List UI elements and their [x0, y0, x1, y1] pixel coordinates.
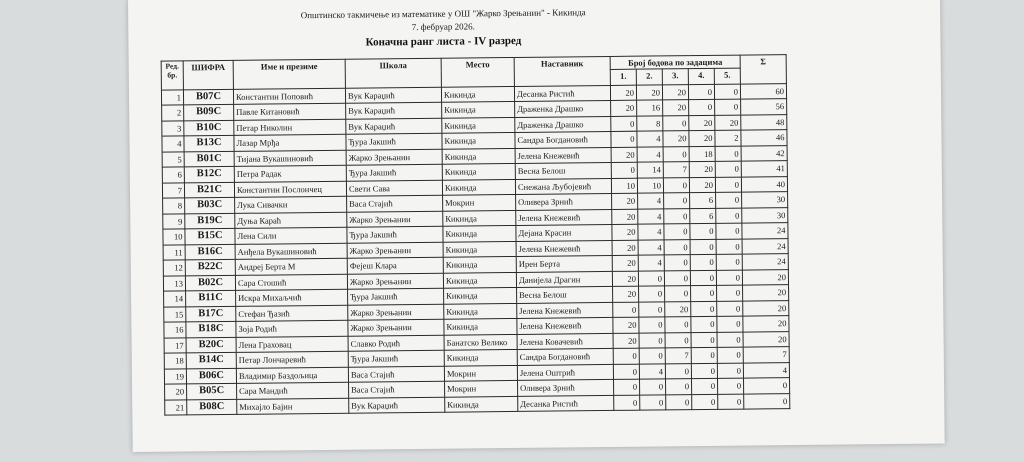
cell-points-1: 20	[610, 85, 636, 101]
cell-rank: 7	[162, 182, 184, 198]
cell-name: Константин Послончец	[234, 181, 346, 198]
ranking-body	[161, 83, 789, 415]
cell-points-5: 0	[718, 394, 744, 410]
cell-rank: 16	[164, 322, 186, 338]
cell-code: B10C	[184, 120, 234, 136]
cell-points-5: 0	[716, 270, 742, 286]
cell-points-2: 4	[638, 193, 664, 209]
cell-points-2: 0	[639, 379, 665, 395]
cell-points-2: 20	[636, 84, 662, 100]
cell-points-5: 0	[714, 84, 740, 100]
cell-sum: 0	[743, 378, 789, 394]
col-rank: Ред. бр.	[161, 61, 183, 90]
cell-points-1: 0	[614, 395, 640, 411]
cell-place: Кикинда	[442, 101, 515, 117]
cell-name: Анђела Вукашиновић	[235, 243, 347, 260]
cell-rank: 14	[164, 291, 186, 307]
cell-name: Константин Поповић	[233, 88, 345, 105]
cell-teacher: Ирен Берта	[516, 255, 612, 272]
cell-points-3: 0	[663, 115, 689, 131]
cell-code: B15C	[185, 228, 235, 244]
cell-name: Зоја Родић	[236, 320, 348, 337]
cell-points-3: 0	[663, 177, 689, 193]
cell-points-5: 0	[716, 192, 742, 208]
cell-points-4: 0	[691, 363, 717, 379]
cell-code: B20C	[186, 337, 236, 353]
cell-points-3: 20	[665, 301, 691, 317]
cell-rank: 17	[164, 337, 186, 353]
cell-points-5: 0	[715, 99, 741, 115]
cell-sum: 60	[740, 83, 786, 99]
cell-points-2: 0	[638, 270, 664, 286]
cell-place: Кикинда	[443, 241, 516, 257]
cell-points-4: 6	[690, 192, 716, 208]
cell-place: Банатско Велико	[444, 334, 517, 350]
cell-sum: 0	[744, 393, 790, 409]
cell-code: B14C	[186, 352, 236, 368]
cell-teacher: Драженка Драшко	[515, 100, 611, 117]
cell-points-5: 0	[715, 177, 741, 193]
cell-school: Вук Караџић	[349, 397, 445, 414]
cell-points-1: 20	[612, 240, 638, 256]
cell-code: B05C	[187, 383, 237, 399]
cell-points-4: 18	[689, 146, 715, 162]
col-name: Име и презиме	[233, 59, 345, 89]
cell-points-3: 20	[662, 84, 688, 100]
cell-points-3: 0	[664, 255, 690, 271]
cell-place: Кикинда	[443, 256, 516, 272]
cell-code: B08C	[187, 399, 237, 415]
ranking-title: Коначна ранг листа - IV разред	[365, 34, 522, 49]
cell-name: Искра Михаљчић	[236, 289, 348, 306]
cell-points-3: 0	[664, 270, 690, 286]
cell-place: Кикинда	[443, 225, 516, 241]
cell-points-4: 20	[689, 130, 715, 146]
cell-points-4: 0	[692, 394, 718, 410]
cell-sum: 42	[741, 145, 787, 161]
cell-teacher: Оливера Зрнић	[516, 193, 612, 210]
cell-code: B12C	[184, 166, 234, 182]
competition-title: Општинско такмичење из математике у ОШ "Жарко Зрењанин" - Кикинда	[300, 7, 586, 21]
cell-teacher: Оливера Зрнић	[518, 379, 614, 396]
cell-place: Кикинда	[444, 303, 517, 319]
cell-rank: 1	[161, 89, 183, 105]
cell-name: Андреј Берта М	[235, 258, 347, 275]
cell-points-3: 0	[665, 286, 691, 302]
cell-points-2: 4	[638, 224, 664, 240]
cell-points-3: 0	[665, 332, 691, 348]
cell-points-1: 20	[613, 333, 639, 349]
competition-date: 7. фебруар 2026.	[411, 21, 475, 33]
cell-points-2: 4	[637, 146, 663, 162]
cell-code: B19C	[185, 213, 235, 229]
cell-school: Васа Стајић	[347, 195, 443, 212]
cell-rank: 6	[162, 167, 184, 183]
cell-name: Лена Граховац	[236, 336, 348, 353]
cell-sum: 30	[742, 192, 788, 208]
cell-points-3: 0	[664, 193, 690, 209]
cell-place: Кикинда	[444, 349, 517, 365]
cell-points-4: 0	[690, 254, 716, 270]
cell-points-3: 20	[663, 100, 689, 116]
cell-teacher: Сандра Богдановић	[517, 348, 613, 365]
cell-place: Кикинда	[442, 132, 515, 148]
cell-points-3: 0	[665, 379, 691, 395]
cell-points-5: 0	[717, 347, 743, 363]
cell-points-1: 0	[614, 379, 640, 395]
col-points-group: Број бодова по задацима	[610, 55, 740, 69]
cell-rank: 3	[162, 120, 184, 136]
cell-code: B13C	[184, 135, 234, 151]
cell-place: Мокрин	[444, 365, 517, 381]
cell-teacher: Весна Белош	[515, 162, 611, 179]
cell-place: Кикинда	[442, 179, 515, 195]
cell-points-5: 0	[717, 332, 743, 348]
cell-name: Павле Китановић	[234, 103, 346, 120]
cell-points-5: 0	[717, 301, 743, 317]
cell-place: Кикинда	[443, 272, 516, 288]
cell-points-3: 0	[664, 224, 690, 240]
cell-points-3: 0	[665, 363, 691, 379]
cell-sum: 20	[742, 269, 788, 285]
cell-sum: 40	[741, 176, 787, 192]
cell-name: Лена Сили	[235, 227, 347, 244]
cell-rank: 13	[163, 275, 185, 291]
col-task-1: 1.	[610, 69, 636, 85]
cell-name: Стефан Ђазић	[236, 305, 348, 322]
cell-sum: 30	[742, 207, 788, 223]
cell-points-5: 0	[716, 254, 742, 270]
cell-points-3: 0	[663, 146, 689, 162]
cell-points-1: 20	[611, 100, 637, 116]
cell-points-2: 0	[639, 317, 665, 333]
cell-name: Сара Мандић	[237, 382, 349, 399]
cell-school: Жарко Зрењанин	[348, 304, 444, 321]
cell-code: B18C	[186, 321, 236, 337]
col-sum: Σ	[740, 55, 786, 84]
cell-code: B01C	[184, 151, 234, 167]
cell-teacher: Јелена Кнежевић	[515, 147, 611, 164]
cell-place: Кикинда	[442, 117, 515, 133]
cell-school: Ђура Јакшић	[348, 350, 444, 367]
cell-points-1: 20	[612, 255, 638, 271]
cell-place: Кикинда	[442, 148, 515, 164]
cell-points-1: 20	[613, 317, 639, 333]
cell-points-2: 4	[639, 363, 665, 379]
cell-points-4: 0	[690, 223, 716, 239]
cell-points-5: 0	[717, 285, 743, 301]
cell-points-2: 0	[640, 394, 666, 410]
cell-sum: 41	[741, 161, 787, 177]
cell-points-3: 7	[663, 162, 689, 178]
cell-name: Владимир Баздољица	[236, 367, 348, 384]
cell-rank: 11	[163, 244, 185, 260]
cell-code: B03C	[185, 197, 235, 213]
cell-school: Жарко Зрењанин	[348, 319, 444, 336]
cell-school: Славко Родић	[348, 335, 444, 352]
cell-points-1: 0	[613, 364, 639, 380]
cell-teacher: Весна Белош	[517, 286, 613, 303]
col-code: ШИФРА	[183, 60, 233, 89]
cell-place: Мокрин	[445, 380, 518, 396]
cell-code: B09C	[184, 104, 234, 120]
cell-sum: 48	[741, 114, 787, 130]
cell-points-4: 0	[691, 316, 717, 332]
cell-rank: 12	[163, 260, 185, 276]
cell-teacher: Сандра Богдановић	[515, 131, 611, 148]
cell-points-3: 20	[663, 131, 689, 147]
cell-code: B11C	[186, 290, 236, 306]
cell-school: Васа Стајић	[348, 366, 444, 383]
cell-school: Жарко Зрењанин	[347, 211, 443, 228]
cell-code: B21C	[184, 182, 234, 198]
cell-points-4: 20	[689, 161, 715, 177]
cell-teacher: Десанка Ристић	[518, 395, 614, 412]
cell-points-1: 10	[611, 178, 637, 194]
col-school: Школа	[345, 58, 441, 88]
cell-name: Сара Стошић	[235, 274, 347, 291]
cell-points-1: 0	[611, 162, 637, 178]
cell-points-2: 10	[637, 177, 663, 193]
col-task-3: 3.	[662, 69, 688, 85]
cell-points-4: 0	[688, 84, 714, 100]
cell-sum: 46	[741, 130, 787, 146]
cell-rank: 9	[163, 213, 185, 229]
cell-rank: 21	[165, 399, 187, 415]
cell-school: Фејеш Клара	[347, 257, 443, 274]
cell-teacher: Јелена Кнежевић	[517, 317, 613, 334]
cell-school: Жарко Зрењанин	[346, 149, 442, 166]
cell-school: Жарко Зрењанин	[347, 242, 443, 259]
cell-points-2: 4	[638, 208, 664, 224]
cell-points-1: 20	[612, 193, 638, 209]
cell-points-4: 6	[690, 208, 716, 224]
cell-points-5: 2	[715, 130, 741, 146]
cell-teacher: Дејана Красин	[516, 224, 612, 241]
cell-sum: 20	[743, 285, 789, 301]
cell-place: Мокрин	[443, 194, 516, 210]
cell-points-5: 0	[716, 208, 742, 224]
col-task-2: 2.	[636, 69, 662, 85]
col-task-5: 5.	[714, 68, 740, 84]
cell-points-3: 0	[665, 317, 691, 333]
cell-points-5: 0	[717, 363, 743, 379]
cell-points-3: 0	[664, 239, 690, 255]
cell-code: B22C	[185, 259, 235, 275]
ranking-table	[161, 54, 791, 416]
cell-points-2: 0	[639, 286, 665, 302]
cell-points-3: 0	[664, 208, 690, 224]
cell-name: Петра Радак	[234, 165, 346, 182]
col-place: Место	[441, 57, 514, 86]
cell-points-1: 0	[613, 348, 639, 364]
cell-teacher: Снежана Љубојевић	[515, 178, 611, 195]
cell-teacher: Десанка Ристић	[514, 85, 610, 102]
cell-points-4: 20	[689, 177, 715, 193]
cell-place: Кикинда	[441, 86, 514, 102]
cell-name: Лазар Мрђа	[234, 134, 346, 151]
cell-code: B16C	[185, 244, 235, 260]
cell-school: Вук Караџић	[345, 87, 441, 104]
cell-place: Кикинда	[444, 287, 517, 303]
cell-school: Ђура Јакшић	[348, 288, 444, 305]
cell-points-5: 0	[717, 378, 743, 394]
cell-points-5: 20	[715, 115, 741, 131]
cell-rank: 2	[162, 105, 184, 121]
cell-points-4: 0	[691, 347, 717, 363]
cell-teacher: Јелена Ковачевић	[517, 333, 613, 350]
cell-rank: 15	[164, 306, 186, 322]
cell-points-2: 0	[639, 301, 665, 317]
cell-school: Васа Стајић	[349, 381, 445, 398]
cell-points-2: 0	[639, 332, 665, 348]
cell-points-4: 20	[689, 115, 715, 131]
cell-code: B17C	[186, 306, 236, 322]
cell-points-5: 0	[716, 223, 742, 239]
cell-school: Ђура Јакшић	[346, 133, 442, 150]
cell-points-3: 0	[666, 394, 692, 410]
cell-points-1: 0	[611, 116, 637, 132]
cell-sum: 56	[741, 99, 787, 115]
cell-points-4: 0	[691, 301, 717, 317]
document-page	[128, 0, 945, 452]
cell-teacher: Јелена Кнежевић	[517, 302, 613, 319]
cell-points-1: 20	[611, 147, 637, 163]
cell-school: Ђура Јакшић	[346, 164, 442, 181]
cell-place: Кикинда	[443, 210, 516, 226]
cell-name: Лука Сивачки	[235, 196, 347, 213]
cell-points-4: 0	[691, 332, 717, 348]
cell-points-4: 0	[689, 99, 715, 115]
col-teacher: Наставник	[514, 56, 610, 86]
cell-points-4: 0	[691, 285, 717, 301]
cell-points-2: 4	[637, 131, 663, 147]
cell-sum: 20	[743, 316, 789, 332]
cell-teacher: Јелена Кнежевић	[516, 240, 612, 257]
cell-code: B02C	[185, 275, 235, 291]
cell-points-5: 0	[715, 146, 741, 162]
cell-sum: 20	[743, 331, 789, 347]
cell-code: B07C	[183, 89, 233, 105]
cell-points-1: 0	[611, 131, 637, 147]
cell-points-4: 0	[690, 270, 716, 286]
cell-school: Ђура Јакшић	[347, 226, 443, 243]
cell-name: Дуња Караћ	[235, 212, 347, 229]
cell-name: Петар Лончаревић	[236, 351, 348, 368]
cell-teacher: Јелена Оштрић	[517, 364, 613, 381]
cell-points-5: 0	[716, 239, 742, 255]
col-task-4: 4.	[688, 68, 714, 84]
cell-points-5: 0	[717, 316, 743, 332]
cell-school: Свети Сава	[346, 180, 442, 197]
cell-points-4: 0	[691, 378, 717, 394]
cell-points-4: 0	[690, 239, 716, 255]
cell-school: Вук Караџић	[346, 118, 442, 135]
cell-points-2: 4	[638, 255, 664, 271]
cell-teacher: Данијела Драгин	[516, 271, 612, 288]
cell-code: B06C	[186, 368, 236, 384]
cell-points-1: 0	[613, 302, 639, 318]
cell-rank: 4	[162, 136, 184, 152]
cell-sum: 20	[743, 300, 789, 316]
cell-sum: 24	[742, 223, 788, 239]
cell-rank: 18	[164, 353, 186, 369]
cell-teacher: Јелена Кнежевић	[516, 209, 612, 226]
cell-rank: 8	[163, 198, 185, 214]
cell-points-1: 20	[612, 224, 638, 240]
cell-rank: 10	[163, 229, 185, 245]
cell-rank: 5	[162, 151, 184, 167]
cell-points-2: 14	[637, 162, 663, 178]
cell-name: Петар Николин	[234, 119, 346, 136]
cell-rank: 19	[164, 368, 186, 384]
cell-rank: 20	[165, 384, 187, 400]
cell-sum: 4	[743, 362, 789, 378]
cell-points-3: 7	[665, 348, 691, 364]
cell-points-1: 20	[612, 209, 638, 225]
cell-points-5: 0	[715, 161, 741, 177]
cell-sum: 7	[743, 347, 789, 363]
cell-points-2: 4	[638, 239, 664, 255]
cell-points-1: 20	[612, 271, 638, 287]
cell-place: Кикинда	[444, 318, 517, 334]
cell-sum: 24	[742, 238, 788, 254]
cell-name: Михајло Бајин	[237, 398, 349, 415]
cell-points-2: 8	[637, 115, 663, 131]
cell-place: Кикинда	[442, 163, 515, 179]
cell-points-2: 0	[639, 348, 665, 364]
cell-points-2: 16	[637, 100, 663, 116]
cell-points-1: 20	[613, 286, 639, 302]
cell-place: Кикинда	[445, 396, 518, 412]
cell-school: Жарко Зрењанин	[347, 273, 443, 290]
cell-teacher: Драженка Драшко	[515, 116, 611, 133]
cell-school: Вук Караџић	[346, 102, 442, 119]
cell-sum: 24	[742, 254, 788, 270]
cell-name: Тијана Вукашиновић	[234, 150, 346, 167]
